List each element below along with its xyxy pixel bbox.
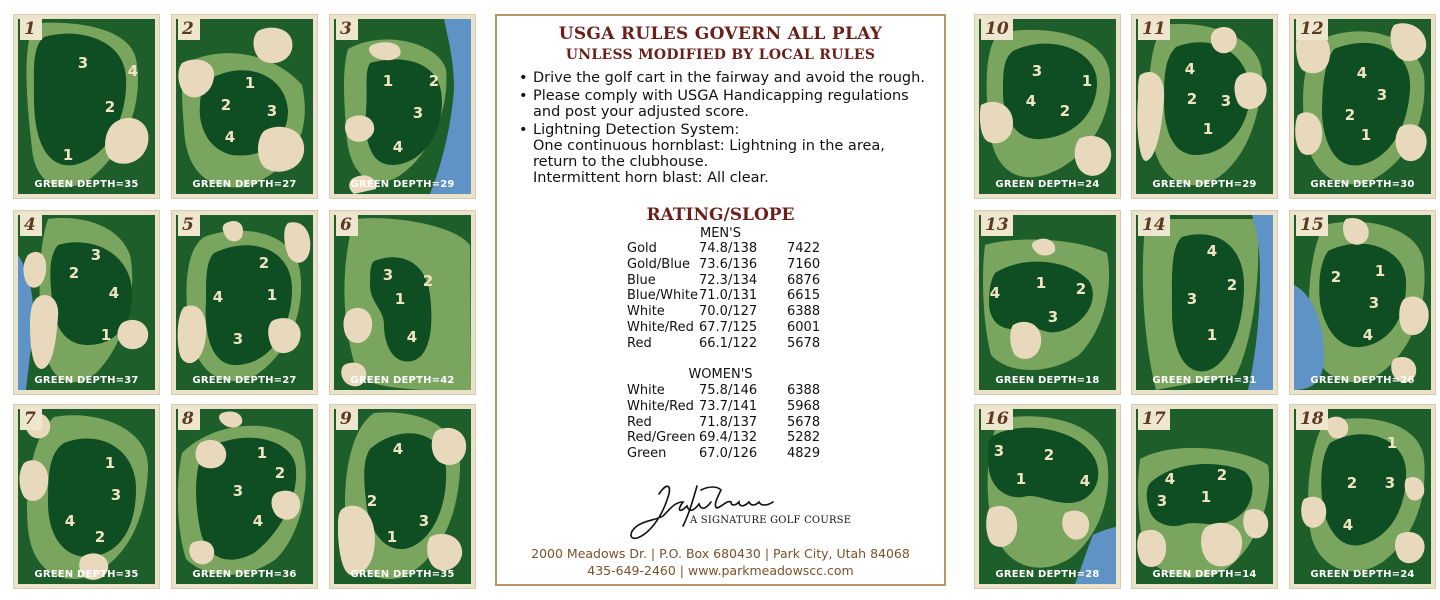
pin-position-2: 2 xyxy=(1043,446,1055,464)
hole-number: 2 xyxy=(178,18,200,40)
hole-number: 18 xyxy=(1296,408,1328,430)
tee-name: Gold xyxy=(627,241,657,256)
pin-position-3: 3 xyxy=(77,54,89,72)
rating-slope-value: 72.3/134 xyxy=(699,272,758,288)
rules-list xyxy=(517,70,932,188)
club-contact: 435-649-2460 | www.parkmeadowscc.com xyxy=(587,563,854,578)
pin-position-3: 3 xyxy=(1186,290,1198,308)
green-diagram-3 xyxy=(334,19,471,194)
pin-position-2: 2 xyxy=(274,464,286,482)
hole-card-3 xyxy=(329,14,476,199)
tee-name: White/Red xyxy=(627,398,694,414)
rating-row xyxy=(627,304,827,320)
yardage-value: 6388 xyxy=(787,383,821,398)
pin-position-4: 4 xyxy=(1206,242,1218,260)
pin-position-3: 3 xyxy=(418,512,430,530)
rating-slope-value: 67.7/125 xyxy=(699,319,758,335)
pin-position-4: 4 xyxy=(1164,470,1176,488)
rating-row xyxy=(627,399,827,415)
green-diagram-12 xyxy=(1294,19,1431,194)
pin-position-3: 3 xyxy=(1156,492,1168,510)
hole-number: 5 xyxy=(178,214,200,236)
yardage-value: 6388 xyxy=(787,304,821,320)
pin-position-3: 3 xyxy=(1220,92,1232,110)
pin-position-3: 3 xyxy=(232,330,244,348)
hole-number: 17 xyxy=(1138,408,1170,430)
green-depth-label: GREEN DEPTH=27 xyxy=(192,375,297,386)
sand-bunker-1 xyxy=(254,28,293,64)
pin-position-4: 4 xyxy=(1079,472,1091,490)
green-depth-label: GREEN DEPTH=26 xyxy=(1310,375,1415,386)
tee-name: Green xyxy=(627,446,667,462)
rating-slope-value: 71.8/137 xyxy=(699,414,758,430)
signature-tagline: A SIGNATURE GOLF COURSE xyxy=(690,515,852,526)
rule-item-lightning: • Lightning Detection System: One continuous hornblast: Lightning in the area, return to the clubhouse. Intermittent horn blast: All clear. xyxy=(519,122,885,186)
pin-position-1: 1 xyxy=(386,528,398,546)
pin-position-3: 3 xyxy=(1031,62,1043,80)
pin-position-1: 1 xyxy=(1035,274,1047,292)
hole-card-17 xyxy=(1131,404,1278,589)
hole-card-6 xyxy=(329,210,476,395)
green-diagram-16 xyxy=(979,409,1116,584)
jack-nicklaus-signature xyxy=(627,476,817,546)
green-depth-label: GREEN DEPTH=29 xyxy=(350,179,455,190)
sand-bunker-2 xyxy=(432,428,466,465)
sand-bunker-2 xyxy=(1010,322,1041,359)
pin-position-2: 2 xyxy=(1075,280,1087,298)
pin-position-3: 3 xyxy=(266,102,278,120)
hole-card-1 xyxy=(13,14,160,199)
hole-card-16 xyxy=(974,404,1121,589)
pin-position-2: 2 xyxy=(104,98,116,116)
pin-position-4: 4 xyxy=(1362,326,1374,344)
green-diagram-5 xyxy=(176,215,313,390)
yardage-value: 6615 xyxy=(787,288,821,304)
hole-card-12 xyxy=(1289,14,1436,199)
rating-row xyxy=(627,446,827,462)
rating-row xyxy=(627,336,827,352)
hole-card-9 xyxy=(329,404,476,589)
green-depth-label: GREEN DEPTH=37 xyxy=(34,375,139,386)
green-diagram-11 xyxy=(1136,19,1273,194)
pin-position-2: 2 xyxy=(1186,90,1198,108)
pin-position-1: 1 xyxy=(1374,262,1386,280)
pin-position-2: 2 xyxy=(1330,268,1342,286)
hole-card-18 xyxy=(1289,404,1436,589)
pin-position-4: 4 xyxy=(1356,64,1368,82)
womens-label: WOMEN'S xyxy=(688,367,753,382)
pin-position-3: 3 xyxy=(993,442,1005,460)
rating-row xyxy=(627,430,827,446)
pin-position-1: 1 xyxy=(62,146,74,164)
pin-position-4: 4 xyxy=(1342,516,1354,534)
yardage-value: 5678 xyxy=(787,335,821,351)
rating-row xyxy=(627,257,827,273)
tee-name: Blue xyxy=(627,272,656,288)
hole-card-5 xyxy=(171,210,318,395)
green-depth-label: GREEN DEPTH=31 xyxy=(1152,375,1257,386)
bullet-icon: • xyxy=(519,70,528,86)
pin-position-4: 4 xyxy=(1184,60,1196,78)
pin-position-3: 3 xyxy=(382,266,394,284)
rating-row xyxy=(627,273,827,289)
green-diagram-7 xyxy=(18,409,155,584)
green-depth-label: GREEN DEPTH=42 xyxy=(350,375,455,386)
green-diagram-2 xyxy=(176,19,313,194)
pin-position-1: 1 xyxy=(244,74,256,92)
rating-slope-title: RATING/SLOPE xyxy=(646,205,795,225)
pin-position-2: 2 xyxy=(1344,106,1356,124)
yardage-value: 5968 xyxy=(787,398,821,414)
hole-card-15 xyxy=(1289,210,1436,395)
pin-position-4: 4 xyxy=(252,512,264,530)
green-diagram-4 xyxy=(18,215,155,390)
pin-position-4: 4 xyxy=(64,512,76,530)
tee-name: Gold/Blue xyxy=(627,256,691,272)
hole-card-10 xyxy=(974,14,1121,199)
pin-position-1: 1 xyxy=(1206,326,1218,344)
sand-bunker-1 xyxy=(20,460,49,501)
hole-number: 11 xyxy=(1138,18,1170,40)
pin-position-4: 4 xyxy=(392,138,404,156)
pin-position-2: 2 xyxy=(1059,102,1071,120)
green-diagram-13 xyxy=(979,215,1116,390)
yardage-value: 5282 xyxy=(787,430,821,446)
hole-number: 12 xyxy=(1296,18,1328,40)
yardage-value: 4829 xyxy=(787,446,821,462)
pin-position-2: 2 xyxy=(366,492,378,510)
hole-number: 16 xyxy=(981,408,1013,430)
tee-name: Red xyxy=(627,335,652,351)
rating-row xyxy=(627,288,827,304)
pin-position-2: 2 xyxy=(1346,474,1358,492)
pin-position-3: 3 xyxy=(110,486,122,504)
hole-card-4 xyxy=(13,210,160,395)
hole-card-8 xyxy=(171,404,318,589)
tee-name: White xyxy=(627,304,665,320)
pin-position-1: 1 xyxy=(394,290,406,308)
rule-item-handicap: • Please comply with USGA Handicapping regulations and post your adjusted score. xyxy=(519,88,909,120)
yardage-value: 5678 xyxy=(787,414,821,430)
hole-number: 4 xyxy=(20,214,42,236)
hole-number: 10 xyxy=(981,18,1013,40)
green-depth-label: GREEN DEPTH=35 xyxy=(34,179,139,190)
pin-position-4: 4 xyxy=(406,328,418,346)
rule-item-cart: • Drive the golf cart in the fairway and avoid the rough. xyxy=(519,70,925,86)
mens-rating-table xyxy=(627,241,827,352)
green-depth-label: GREEN DEPTH=28 xyxy=(995,569,1100,580)
green-diagram-10 xyxy=(979,19,1116,194)
pin-position-1: 1 xyxy=(104,454,116,472)
hole-card-7 xyxy=(13,404,160,589)
pin-position-2: 2 xyxy=(1226,276,1238,294)
hole-number: 9 xyxy=(336,408,358,430)
rating-slope-value: 70.0/127 xyxy=(699,304,758,320)
pin-position-1: 1 xyxy=(1202,120,1214,138)
pin-position-2: 2 xyxy=(1216,466,1228,484)
green-diagram-18 xyxy=(1294,409,1431,584)
yardage-value: 6001 xyxy=(787,319,821,335)
pin-position-1: 1 xyxy=(1360,126,1372,144)
rating-slope-value: 67.0/126 xyxy=(699,446,758,462)
rating-slope-value: 75.8/146 xyxy=(699,383,758,398)
pin-position-2: 2 xyxy=(68,264,80,282)
womens-rating-table xyxy=(627,383,827,462)
green-depth-label: GREEN DEPTH=14 xyxy=(1152,569,1257,580)
rating-slope-value: 66.1/122 xyxy=(699,335,758,351)
rules-subtitle: UNLESS MODIFIED BY LOCAL RULES xyxy=(565,47,876,63)
pin-position-2: 2 xyxy=(428,72,440,90)
green-diagram-15 xyxy=(1294,215,1431,390)
pin-position-1: 1 xyxy=(382,72,394,90)
green-depth-label: GREEN DEPTH=24 xyxy=(1310,569,1415,580)
pin-position-2: 2 xyxy=(422,272,434,290)
pin-position-4: 4 xyxy=(1025,92,1037,110)
pin-position-3: 3 xyxy=(1047,308,1059,326)
green-depth-label: GREEN DEPTH=29 xyxy=(1152,179,1257,190)
hole-number: 1 xyxy=(20,18,42,40)
tee-name: White xyxy=(627,383,665,398)
hole-number: 8 xyxy=(178,408,200,430)
green-depth-label: GREEN DEPTH=24 xyxy=(995,179,1100,190)
rating-slope-value: 74.8/138 xyxy=(699,241,758,256)
rating-slope-value: 71.0/131 xyxy=(699,288,758,304)
pin-position-2: 2 xyxy=(94,528,106,546)
hole-card-11 xyxy=(1131,14,1278,199)
rating-row xyxy=(627,383,827,399)
green-depth-label: GREEN DEPTH=36 xyxy=(192,569,297,580)
rating-row xyxy=(627,241,827,257)
pin-position-1: 1 xyxy=(100,326,112,344)
green-diagram-9 xyxy=(334,409,471,584)
tee-name: Blue/White xyxy=(627,288,698,304)
green-depth-label: GREEN DEPTH=27 xyxy=(192,179,297,190)
bullet-icon: • xyxy=(519,122,528,138)
pin-position-4: 4 xyxy=(108,284,120,302)
rating-slope-value: 69.4/132 xyxy=(699,430,758,446)
green-depth-label: GREEN DEPTH=35 xyxy=(34,569,139,580)
pin-position-1: 1 xyxy=(1015,470,1027,488)
hole-number: 15 xyxy=(1296,214,1328,236)
yardage-value: 7160 xyxy=(787,256,821,272)
club-address: 2000 Meadows Dr. | P.O. Box 680430 | Park City, Utah 84068 xyxy=(531,546,910,561)
pin-position-3: 3 xyxy=(232,482,244,500)
tee-name: Red/Green xyxy=(627,430,696,446)
rules-panel xyxy=(495,14,946,586)
pin-position-1: 1 xyxy=(1200,488,1212,506)
pin-position-1: 1 xyxy=(1386,434,1398,452)
hole-number: 14 xyxy=(1138,214,1170,236)
green-diagram-1 xyxy=(18,19,155,194)
mens-label: MEN'S xyxy=(700,226,741,241)
yardage-value: 7422 xyxy=(787,241,821,256)
bullet-icon: • xyxy=(519,88,528,104)
hole-card-13 xyxy=(974,210,1121,395)
tee-name: Red xyxy=(627,414,652,430)
pin-position-4: 4 xyxy=(224,128,236,146)
pin-position-4: 4 xyxy=(212,288,224,306)
pin-position-3: 3 xyxy=(1368,294,1380,312)
rating-row xyxy=(627,320,827,336)
pin-position-3: 3 xyxy=(412,104,424,122)
pin-position-1: 1 xyxy=(1081,72,1093,90)
pin-position-1: 1 xyxy=(266,286,278,304)
hole-number: 13 xyxy=(981,214,1013,236)
sand-bunker-3 xyxy=(118,320,149,349)
hole-card-2 xyxy=(171,14,318,199)
tee-name: White/Red xyxy=(627,319,694,335)
pin-position-3: 3 xyxy=(1376,86,1388,104)
pin-position-3: 3 xyxy=(90,246,102,264)
yardage-value: 6876 xyxy=(787,272,821,288)
hole-number: 3 xyxy=(336,18,358,40)
rating-row xyxy=(627,415,827,431)
rating-slope-value: 73.6/136 xyxy=(699,256,758,272)
sand-bunker-1 xyxy=(1137,530,1166,567)
green-diagram-14 xyxy=(1136,215,1273,390)
pin-position-4: 4 xyxy=(392,440,404,458)
rules-title: USGA RULES GOVERN ALL PLAY xyxy=(558,24,883,44)
pin-position-4: 4 xyxy=(127,62,139,80)
pin-position-2: 2 xyxy=(220,96,232,114)
pin-position-1: 1 xyxy=(256,444,268,462)
pin-position-3: 3 xyxy=(1384,474,1396,492)
sand-bunker-1 xyxy=(196,440,227,468)
pin-position-4: 4 xyxy=(989,284,1001,302)
hole-number: 7 xyxy=(20,408,42,430)
green-depth-label: GREEN DEPTH=18 xyxy=(995,375,1100,386)
sand-bunker-1 xyxy=(986,506,1017,547)
hole-number: 6 xyxy=(336,214,358,236)
hole-card-14 xyxy=(1131,210,1278,395)
rating-slope-value: 73.7/141 xyxy=(699,398,758,414)
green-depth-label: GREEN DEPTH=30 xyxy=(1310,179,1415,190)
green-depth-label: GREEN DEPTH=35 xyxy=(350,569,455,580)
pin-position-2: 2 xyxy=(258,254,270,272)
